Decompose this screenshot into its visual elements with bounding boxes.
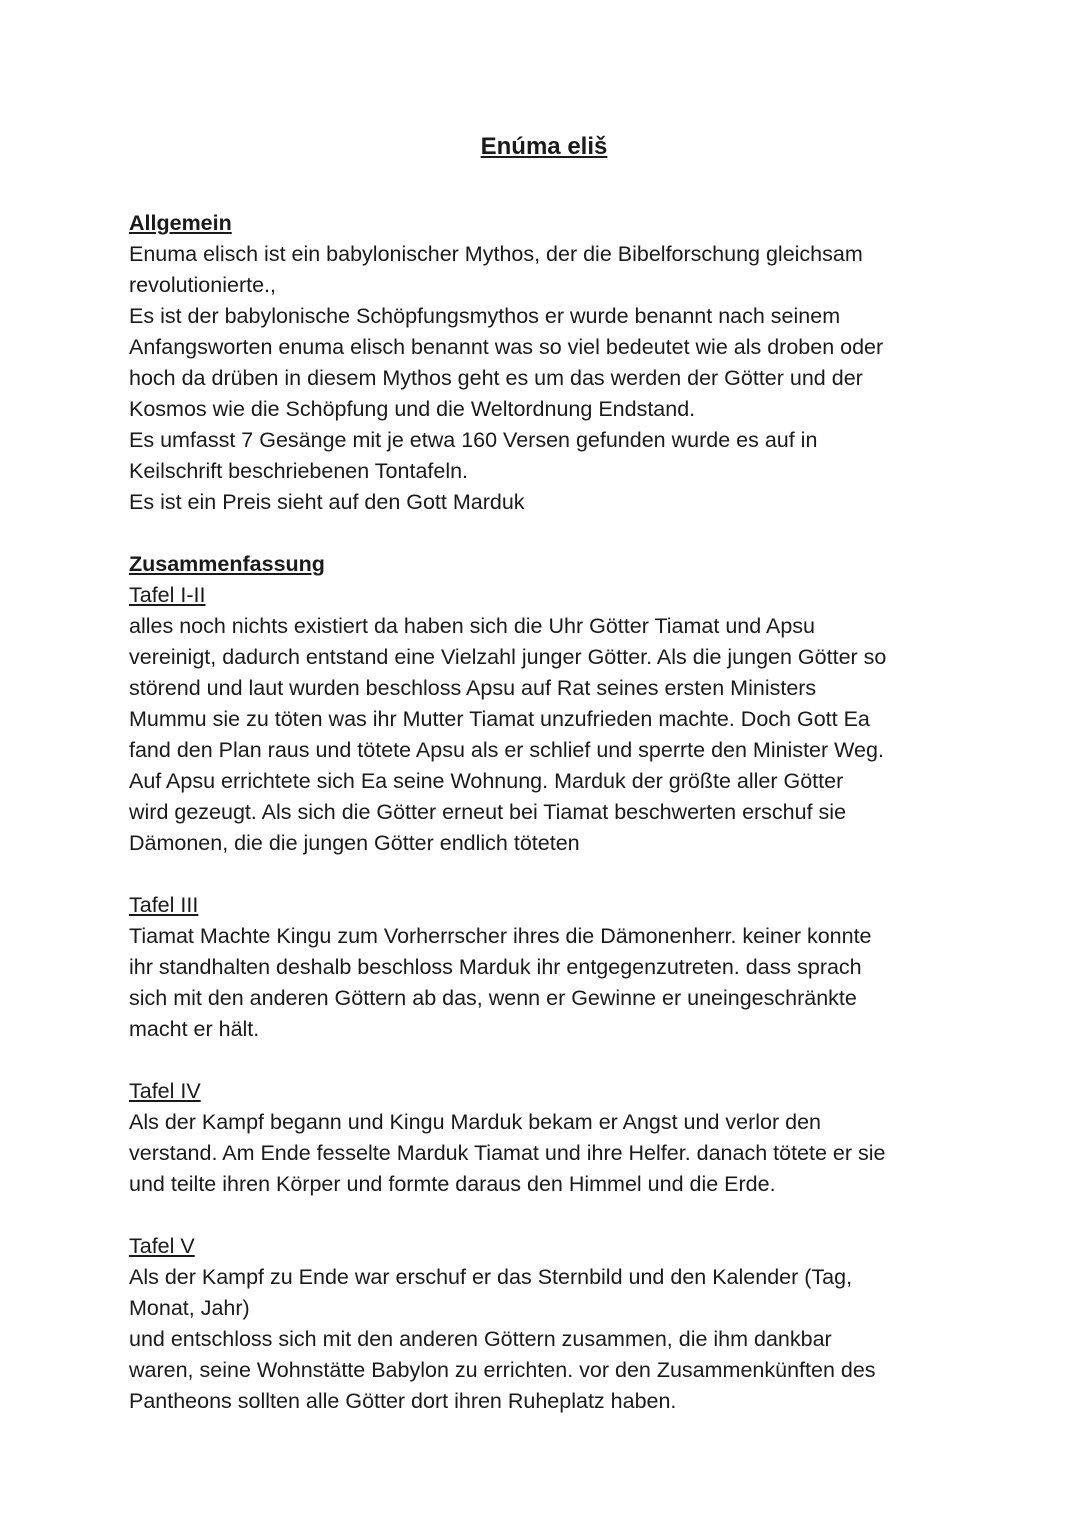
text-line: Enuma elisch ist ein babylonischer Mythos, der die Bibelforschung gleichsam	[129, 242, 863, 266]
section-zusammenfassung	[129, 549, 959, 1417]
section-allgemein	[129, 208, 959, 518]
tafel-v	[129, 1231, 959, 1417]
text-line: und entschloss sich mit den anderen Göttern zusammen, die ihm dankbar	[129, 1327, 832, 1351]
spacer	[129, 859, 959, 890]
tafel-heading: Tafel IV	[129, 1079, 201, 1103]
text-line: revolutionierte.,	[129, 273, 276, 297]
text-line: Monat, Jahr)	[129, 1296, 250, 1320]
text-line: fand den Plan raus und tötete Apsu als er schlief und sperrte den Minister Weg.	[129, 738, 884, 762]
tafel-iv	[129, 1076, 959, 1200]
section-heading-zusammenfassung: Zusammenfassung	[129, 552, 325, 576]
text-line: und teilte ihren Körper und formte daraus den Himmel und die Erde.	[129, 1172, 776, 1196]
tafel-iii	[129, 890, 959, 1045]
text-line: Auf Apsu errichtete sich Ea seine Wohnung. Marduk der größte aller Götter	[129, 769, 844, 793]
tafel-heading: Tafel III	[129, 893, 199, 917]
text-line: Pantheons sollten alle Götter dort ihren Ruheplatz haben.	[129, 1389, 677, 1413]
document-title: Enúma eliš	[480, 133, 608, 160]
text-line: Kosmos wie die Schöpfung und die Weltordnung Endstand.	[129, 397, 696, 421]
text-line: störend und laut wurden beschloss Apsu auf Rat seines ersten Ministers	[129, 676, 817, 700]
spacer	[129, 1045, 959, 1076]
text-line: verstand. Am Ende fesselte Marduk Tiamat und ihre Helfer. danach tötete er sie	[129, 1141, 886, 1165]
tafel-heading: Tafel I-II	[129, 583, 206, 607]
text-line: Anfangsworten enuma elisch benannt was so viel bedeutet wie als droben oder	[129, 335, 884, 359]
tafel-i-ii	[129, 580, 959, 859]
tafel-heading: Tafel V	[129, 1234, 195, 1258]
text-line: wird gezeugt. Als sich die Götter erneut bei Tiamat beschwerten erschuf sie	[129, 800, 847, 824]
text-line: macht er hält.	[129, 1017, 260, 1041]
text-line: Es umfasst 7 Gesänge mit je etwa 160 Versen gefunden wurde es auf in	[129, 428, 818, 452]
spacer	[129, 518, 959, 549]
text-line: ihr standhalten deshalb beschloss Marduk ihr entgegenzutreten. dass sprach	[129, 955, 862, 979]
text-line: Als der Kampf zu Ende war erschuf er das Sternbild und den Kalender (Tag,	[129, 1265, 853, 1289]
text-line: Keilschrift beschriebenen Tontafeln.	[129, 459, 469, 483]
text-line: Tiamat Machte Kingu zum Vorherrscher ihres die Dämonenherr. keiner konnte	[129, 924, 872, 948]
text-line: Es ist ein Preis sieht auf den Gott Marduk	[129, 490, 525, 514]
document-content	[129, 130, 959, 1417]
text-line: Es ist der babylonische Schöpfungsmythos er wurde benannt nach seinem	[129, 304, 841, 328]
text-line: Mummu sie zu töten was ihr Mutter Tiamat unzufrieden machte. Doch Gott Ea	[129, 707, 870, 731]
text-line: sich mit den anderen Göttern ab das, wenn er Gewinne er uneingeschränkte	[129, 986, 857, 1010]
text-line: hoch da drüben in diesem Mythos geht es um das werden der Götter und der	[129, 366, 863, 390]
text-line: vereinigt, dadurch entstand eine Vielzahl junger Götter. Als die jungen Götter so	[129, 645, 887, 669]
section-heading-allgemein: Allgemein	[129, 211, 232, 235]
text-line: Dämonen, die die jungen Götter endlich töteten	[129, 831, 580, 855]
text-line: Als der Kampf begann und Kingu Marduk bekam er Angst und verlor den	[129, 1110, 821, 1134]
text-line: alles noch nichts existiert da haben sich die Uhr Götter Tiamat und Apsu	[129, 614, 815, 638]
text-line: waren, seine Wohnstätte Babylon zu errichten. vor den Zusammenkünften des	[129, 1358, 876, 1382]
spacer	[129, 1200, 959, 1231]
